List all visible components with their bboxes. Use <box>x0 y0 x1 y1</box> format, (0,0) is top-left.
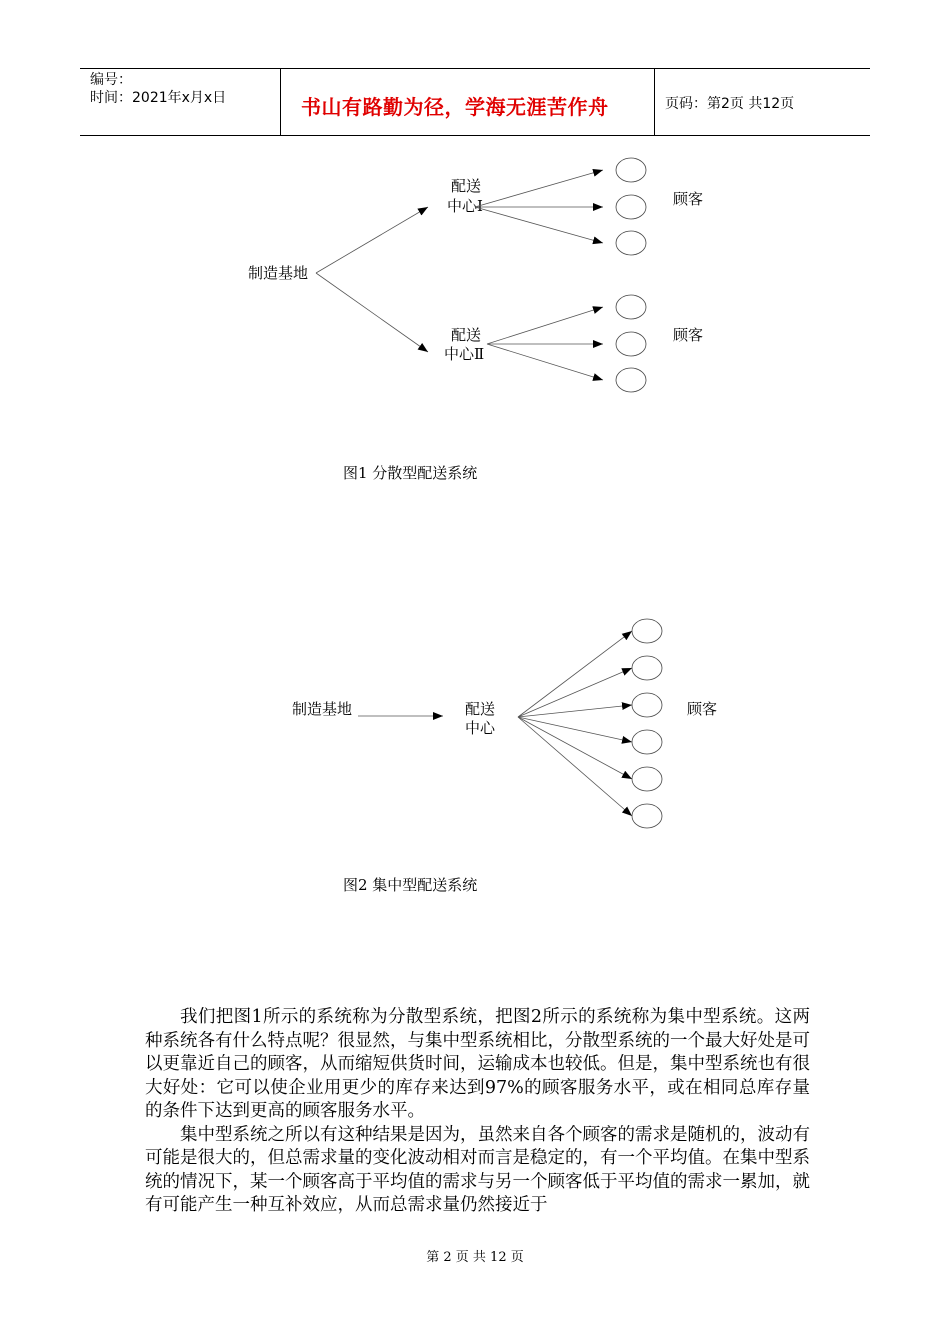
fig2-customer-label: 顾客 <box>687 700 718 718</box>
fig1-arrow-to-center2 <box>316 273 428 352</box>
fig2-arrow-e <box>518 717 632 779</box>
fig1-arrow-c1-a <box>475 170 603 207</box>
fig1-customer-node <box>616 368 646 392</box>
fig1-source-label: 制造基地 <box>248 264 309 282</box>
fig1-center1-line1: 配送 <box>451 177 482 195</box>
time-label: 时间：2021年x月x日 <box>90 90 227 106</box>
fig2-arrow-b <box>518 668 632 717</box>
fig1-customer-label-top: 顾客 <box>673 190 704 208</box>
figure1 <box>248 158 703 392</box>
body-text <box>145 1006 810 1218</box>
motto: 书山有路勤为径，学海无涯苦作舟 <box>301 95 609 119</box>
fig2-arrow-f <box>518 717 632 816</box>
fig2-customer-node <box>632 656 662 680</box>
fig1-arrow-c2-a <box>487 307 603 344</box>
fig1-center2-line2: 中心Ⅱ <box>444 345 485 363</box>
fig1-arrow-c1-c <box>475 207 603 243</box>
paragraph-1: 我们把图1所示的系统称为分散型系统，把图2所示的系统称为集中型系统。这两种系统各有什么特点呢？很显然，与集中型系统相比，分散型系统的一个最大好处是可以更靠近自己的顾客，从而缩短供货时间，运输成本也较低。但是，集中型系统也有很大好处：它可以使企业用更少的库存来达到97%的顾客服务水平，或在相同总库存量的条件下达到更高的顾客服务水平。 <box>145 1007 810 1121</box>
fig1-customer-node <box>616 158 646 182</box>
fig2-center-line2: 中心 <box>465 719 496 737</box>
page-info: 页码：第2页 共12页 <box>665 96 795 112</box>
fig1-center1-line2: 中心Ⅰ <box>447 197 483 215</box>
figure2-caption: 图2 集中型配送系统 <box>343 876 478 894</box>
fig2-arrow-c <box>518 705 632 717</box>
fig2-customer-node <box>632 619 662 643</box>
fig1-customer-node <box>616 295 646 319</box>
fig1-customer-node <box>616 231 646 255</box>
figure1-caption: 图1 分散型配送系统 <box>343 464 478 482</box>
fig1-customer-label-bottom: 顾客 <box>673 326 704 344</box>
page-footer: 第 2 页 共 12 页 <box>426 1250 524 1265</box>
fig1-arrow-c2-c <box>487 344 603 380</box>
paragraph-2: 集中型系统之所以有这种结果是因为，虽然来自各个顾客的需求是随机的，波动有可能是很大的，但总需求量的变化波动相对而言是稳定的，有一个平均值。在集中型系统的情况下，某一个顾客高于平均值的需求与另一个顾客低于平均值的需求一累加，就有可能产生一种互补效应，从而总需求量仍然接近于 <box>145 1124 810 1215</box>
fig2-arrow-a <box>518 631 632 717</box>
fig2-source-label: 制造基地 <box>292 700 353 718</box>
fig1-customer-node <box>616 332 646 356</box>
fig2-center-line1: 配送 <box>465 700 496 718</box>
fig2-customer-node <box>632 767 662 791</box>
fig2-customer-node <box>632 804 662 828</box>
fig2-customer-node <box>632 730 662 754</box>
fig2-customer-node <box>632 693 662 717</box>
figure2 <box>292 619 717 828</box>
fig2-arrow-d <box>518 717 632 742</box>
fig1-arrow-to-center1 <box>316 207 428 273</box>
fig1-customer-node <box>616 195 646 219</box>
code-label: 编号： <box>90 72 132 88</box>
fig1-center2-line1: 配送 <box>451 326 482 344</box>
